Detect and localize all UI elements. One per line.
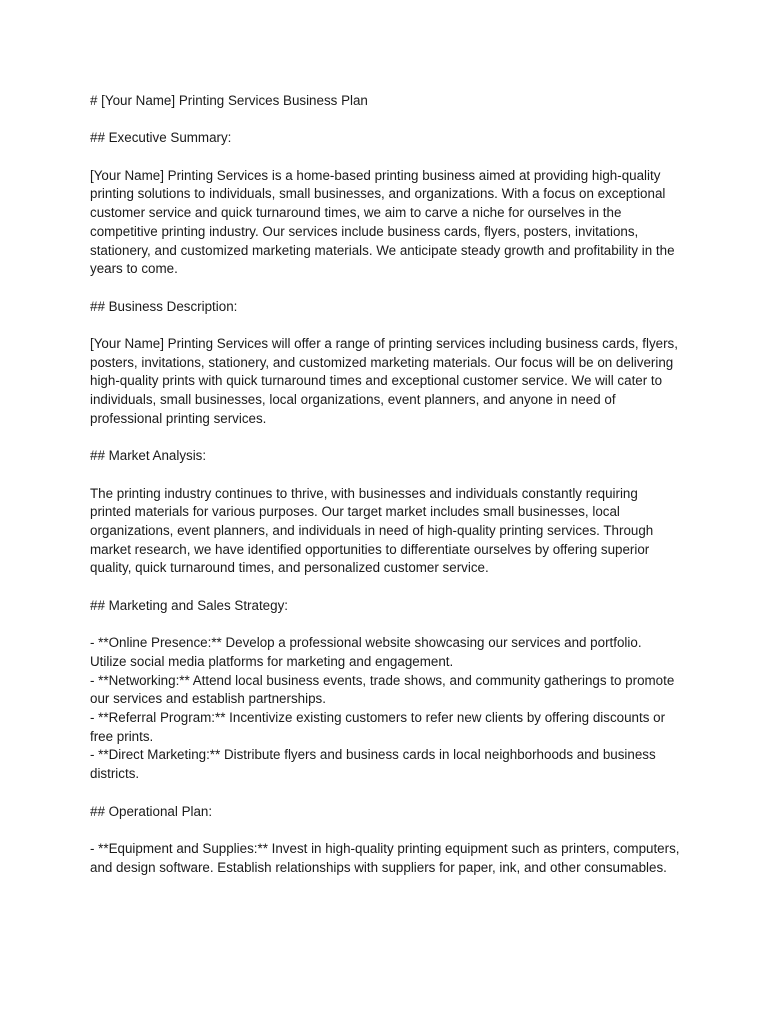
list-item: - **Equipment and Supplies:** Invest in high-quality printing equipment such as printers, computers, and design software. Establish relationships with suppliers for paper, ink, and other consumables. <box>90 840 680 875</box>
section-heading-marketing-sales: ## Marketing and Sales Strategy: <box>90 597 288 613</box>
section-heading-market-analysis: ## Market Analysis: <box>90 448 207 464</box>
operational-plan-list <box>90 840 680 877</box>
market-analysis-paragraph: The printing industry continues to thrive, with businesses and individuals constantly requiring printed materials for various purposes. Our target market includes small businesses, local organizations, event planners, and individuals in need of high-quality printing services. Through market research, we have identified opportunities to differentiate ourselves by offering superior quality, quick turnaround times, and personalized customer service. <box>90 485 654 576</box>
document-title: # [Your Name] Printing Services Business Plan <box>90 93 368 108</box>
business-description-paragraph: [Your Name] Printing Services will offer a range of printing services including business cards, flyers, posters, invitations, stationery, and customized marketing materials. Our focus will be on delivering high-quality prints with quick turnaround times and exceptional customer service. We will cater to individuals, small businesses, local organizations, event planners, and anyone in need of professional printing services. <box>90 336 678 426</box>
section-heading-business-description: ## Business Description: <box>90 298 238 314</box>
list-item: - **Referral Program:** Incentivize existing customers to refer new clients by offering discounts or free prints. <box>90 710 666 744</box>
document-page <box>90 92 680 896</box>
list-item: - **Direct Marketing:** Distribute flyers and business cards in local neighborhoods and business districts. <box>90 747 656 782</box>
executive-summary-paragraph: [Your Name] Printing Services is a home-based printing business aimed at providing high-quality printing solutions to individuals, small businesses, and organizations. With a focus on exceptional customer service and quick turnaround times, we aim to carve a niche for ourselves in the competitive printing industry. Our services include business cards, flyers, posters, invitations, stationery, and customized marketing materials. We anticipate steady growth and profitability in the years to come. <box>90 167 675 277</box>
list-item: - **Networking:** Attend local business events, trade shows, and community gatherings to promote our services and establish partnerships. <box>90 672 675 707</box>
section-heading-operational-plan: ## Operational Plan: <box>90 803 213 819</box>
list-item: - **Online Presence:** Develop a professional website showcasing our services and portfolio. Utilize social media platforms for marketing and engagement. <box>90 635 642 669</box>
marketing-strategy-list <box>90 634 680 784</box>
section-heading-executive-summary: ## Executive Summary: <box>90 130 232 146</box>
